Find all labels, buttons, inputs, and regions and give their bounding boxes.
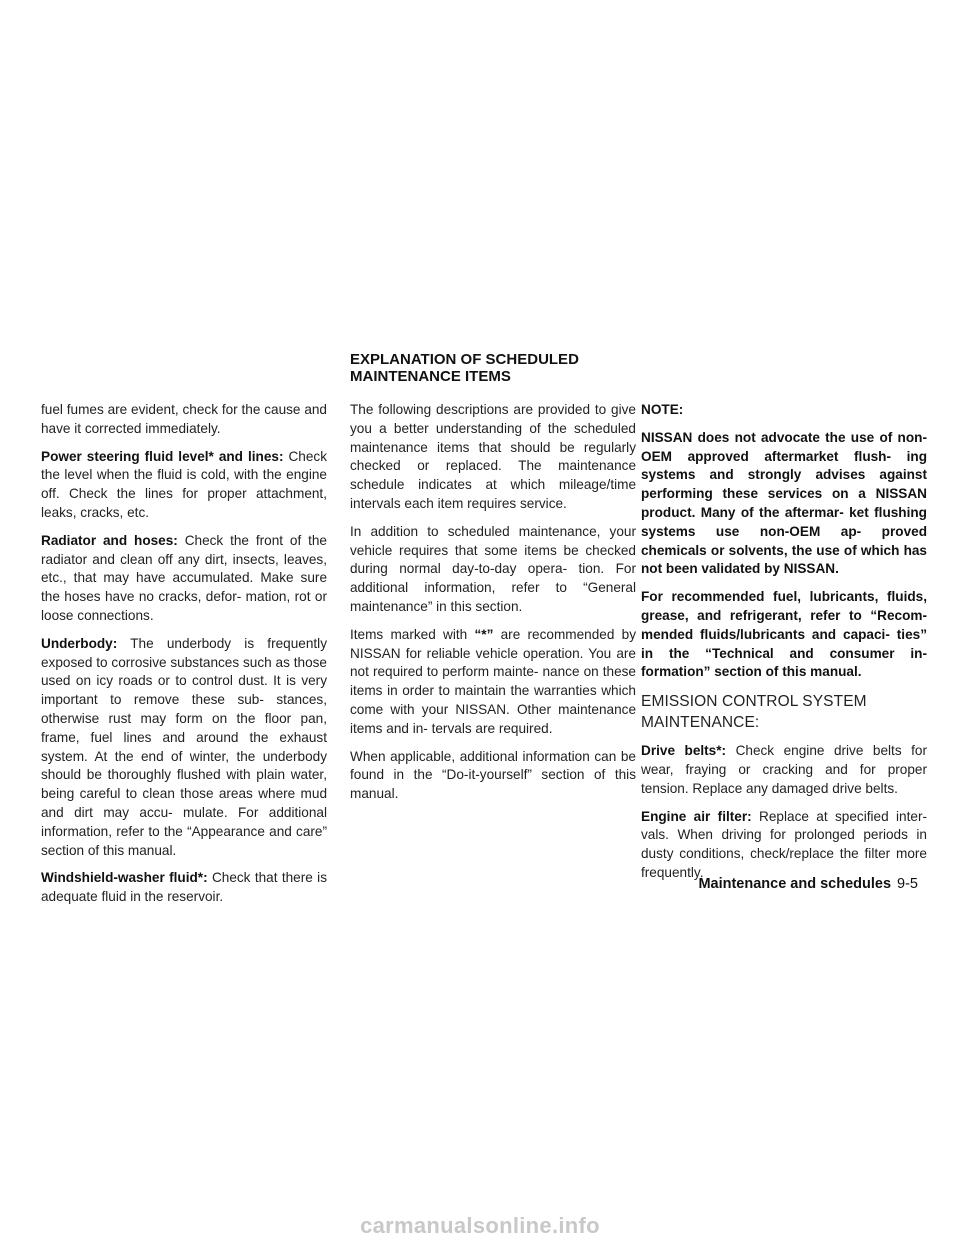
radiator-paragraph: [41, 532, 327, 626]
washer-text: Check that there is adequate fluid in the reservoir.: [41, 870, 327, 905]
underbody-label: Underbody:: [41, 635, 118, 651]
descriptions-paragraph: The following descriptions are provided to give you a better understanding of the scheduled maintenance items that should be regularly checked or replaced. The maintenance schedule indicates at which mileage/time intervals each item requires service.: [350, 402, 636, 511]
marked-items-after: are recommended by NISSAN for reliable vehicle operation. You are not required to perform mainte- nance on these items in order to maintain the warranties which come with your NISSAN. Other maintenance items and in- tervals are required.: [350, 626, 637, 736]
emission-subheading-line1: EMISSION CONTROL SYSTEM: [641, 693, 867, 711]
note-fluids-paragraph: For recommended fuel, lubricants, fluids, grease, and refrigerant, refer to “Recom- mended fluids/lubricants and capaci- ties” in the “Technical and consumer in- formation” section of this manual.: [641, 589, 927, 680]
air-filter-label: Engine air filter:: [641, 808, 752, 824]
day-to-day-paragraph: In addition to scheduled maintenance, your vehicle requires that some items be checked during normal day-to-day opera- tion. For additional information, refer to “General maintenance” in this section.: [350, 523, 636, 614]
additional-info-paragraph: When applicable, additional information can be found in the “Do-it-yourself” section of this manual.: [350, 748, 636, 802]
radiator-text: Check the front of the radiator and clean off any dirt, insects, leaves, etc., that may have accumulated. Make sure the hoses have no cracks, defor- mation, rot or loose connections.: [41, 532, 327, 623]
page-number: 9-5: [897, 876, 918, 892]
air-filter-text: Replace at specified inter- vals. When driving for prolonged periods in dusty conditions, check/replace the filter more frequently.: [641, 808, 927, 880]
column-middle: [350, 401, 636, 813]
emission-subheading: [641, 691, 927, 733]
footer-section-title: Maintenance and schedules: [698, 876, 892, 892]
emission-subheading-line2: MAINTENANCE:: [641, 714, 760, 732]
section-heading-line2: MAINTENANCE ITEMS: [350, 367, 511, 385]
drive-belts-paragraph: [641, 742, 927, 798]
washer-paragraph: [41, 869, 327, 907]
power-steering-paragraph: [41, 448, 327, 523]
column-left: [41, 401, 327, 916]
note-oem-paragraph: NISSAN does not advocate the use of non-OEM approved aftermarket flush- ing systems and strongly advises against performing these services on a NISSAN product. Many of the aftermar- ket flushing systems use non-OEM ap- proved chemicals or solvents, the use of which has not been validated by NISSAN.: [641, 429, 927, 577]
page-footer: [698, 876, 918, 892]
drive-belts-text: Check engine drive belts for wear, fraying or cracking and for proper tension. Replace any damaged drive belts.: [641, 743, 927, 796]
section-heading-line1: EXPLANATION OF SCHEDULED: [350, 351, 579, 368]
radiator-label: Radiator and hoses:: [41, 532, 178, 548]
washer-label: Windshield-washer fluid*:: [41, 870, 208, 886]
power-steering-text: Check the level when the fluid is cold, with the engine off. Check the lines for proper attachment, leaks, cracks, etc.: [41, 448, 327, 520]
note-label: NOTE:: [641, 402, 684, 417]
marked-items-before: Items marked with: [350, 626, 468, 642]
intro-paragraph: fuel fumes are evident, check for the cause and have it corrected immediately.: [41, 402, 327, 436]
marked-items-paragraph: [350, 626, 636, 739]
underbody-paragraph: [41, 635, 327, 861]
drive-belts-label: Drive belts*:: [641, 743, 727, 759]
underbody-text: The underbody is frequently exposed to corrosive substances such as those used on icy roads or to control dust. It is very important to remove these sub- stances, otherwise rust may form on the floor pan, frame, fuel lines and around the exhaust system. At the end of winter, the underbody should be thoroughly flushed with plain water, being careful to clean those areas where mud and dirt may accu- mulate. For additional information, refer to the “Appearance and care” section of this manual.: [41, 635, 328, 858]
air-filter-paragraph: [641, 808, 927, 883]
column-right: [641, 401, 927, 892]
section-heading: [350, 352, 650, 385]
watermark: carmanualsonline.info: [360, 1213, 600, 1238]
asterisk-mark: “*”: [474, 626, 494, 642]
power-steering-label: Power steering fluid level* and lines:: [41, 448, 284, 464]
